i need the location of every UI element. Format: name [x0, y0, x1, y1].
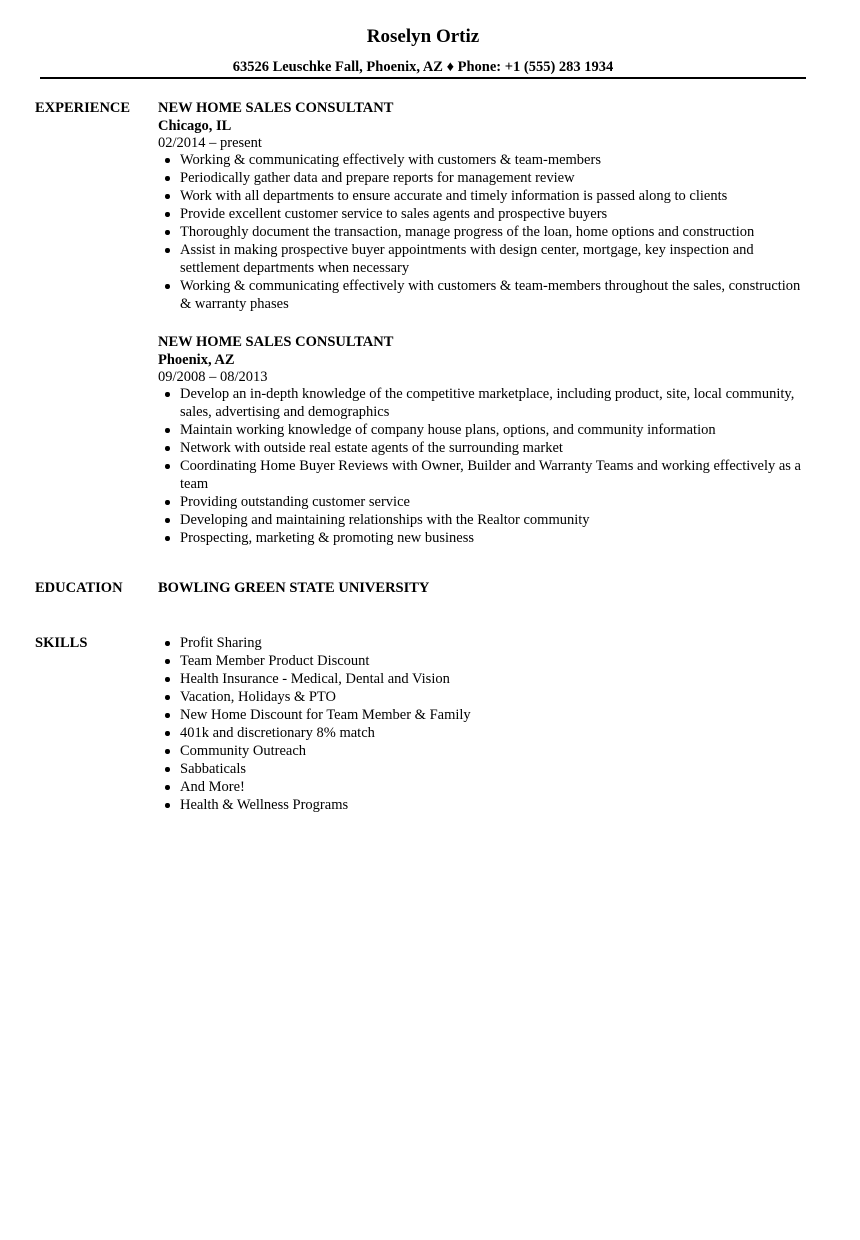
job-location: Chicago, IL: [158, 118, 232, 134]
skill-item: New Home Discount for Team Member & Family: [158, 706, 810, 724]
bullet-item: Working & communicating effectively with customers & team-members: [158, 151, 810, 169]
skills-list: [158, 634, 810, 814]
skill-item: Health & Wellness Programs: [158, 796, 810, 814]
bullet-item: Assist in making prospective buyer appointments with design center, mortgage, key inspection and settlement departments when necessary: [158, 241, 810, 277]
job-bullets: [158, 151, 810, 313]
bullet-item: Network with outside real estate agents of the surrounding market: [158, 439, 810, 457]
job-dates: 09/2008 – 08/2013: [158, 369, 268, 385]
job-bullets: [158, 385, 810, 547]
bullet-item: Maintain working knowledge of company house plans, options, and community information: [158, 421, 810, 439]
job-entry: [158, 333, 810, 547]
section-label-skills: SKILLS: [35, 635, 88, 651]
job-title: NEW HOME SALES CONSULTANT: [158, 334, 394, 350]
bullet-item: Working & communicating effectively with customers & team-members throughout the sales, construction & warranty phases: [158, 277, 810, 313]
contact-line: 63526 Leuschke Fall, Phoenix, AZ ♦ Phone: +1 (555) 283 1934: [232, 59, 614, 75]
skill-item: Community Outreach: [158, 742, 810, 760]
bullet-item: Developing and maintaining relationships with the Realtor community: [158, 511, 810, 529]
header-divider: [40, 77, 806, 79]
section-label-experience: EXPERIENCE: [35, 100, 131, 116]
school-name: BOWLING GREEN STATE UNIVERSITY: [158, 580, 430, 596]
candidate-name: Roselyn Ortiz: [366, 26, 480, 47]
bullet-item: Providing outstanding customer service: [158, 493, 810, 511]
job-title: NEW HOME SALES CONSULTANT: [158, 100, 394, 116]
education-body: [158, 579, 810, 597]
skill-item: Vacation, Holidays & PTO: [158, 688, 810, 706]
bullet-item: Work with all departments to ensure accurate and timely information is passed along to clients: [158, 187, 810, 205]
skill-item: Profit Sharing: [158, 634, 810, 652]
job-dates: 02/2014 – present: [158, 135, 262, 151]
skill-item: Sabbaticals: [158, 760, 810, 778]
skill-item: And More!: [158, 778, 810, 796]
job-entry: [158, 99, 810, 313]
bullet-item: Periodically gather data and prepare reports for management review: [158, 169, 810, 187]
bullet-item: Thoroughly document the transaction, manage progress of the loan, home options and construction: [158, 223, 810, 241]
skill-item: Health Insurance - Medical, Dental and Vision: [158, 670, 810, 688]
section-label-education: EDUCATION: [35, 580, 123, 596]
bullet-item: Provide excellent customer service to sales agents and prospective buyers: [158, 205, 810, 223]
skills-body: [158, 634, 810, 814]
skill-item: Team Member Product Discount: [158, 652, 810, 670]
bullet-item: Coordinating Home Buyer Reviews with Owner, Builder and Warranty Teams and working effectively as a team: [158, 457, 810, 493]
job-location: Phoenix, AZ: [158, 352, 235, 368]
bullet-item: Prospecting, marketing & promoting new business: [158, 529, 810, 547]
skill-item: 401k and discretionary 8% match: [158, 724, 810, 742]
experience-body: [158, 99, 810, 567]
bullet-item: Develop an in-depth knowledge of the competitive marketplace, including product, site, local community, sales, advertising and demographics: [158, 385, 810, 421]
